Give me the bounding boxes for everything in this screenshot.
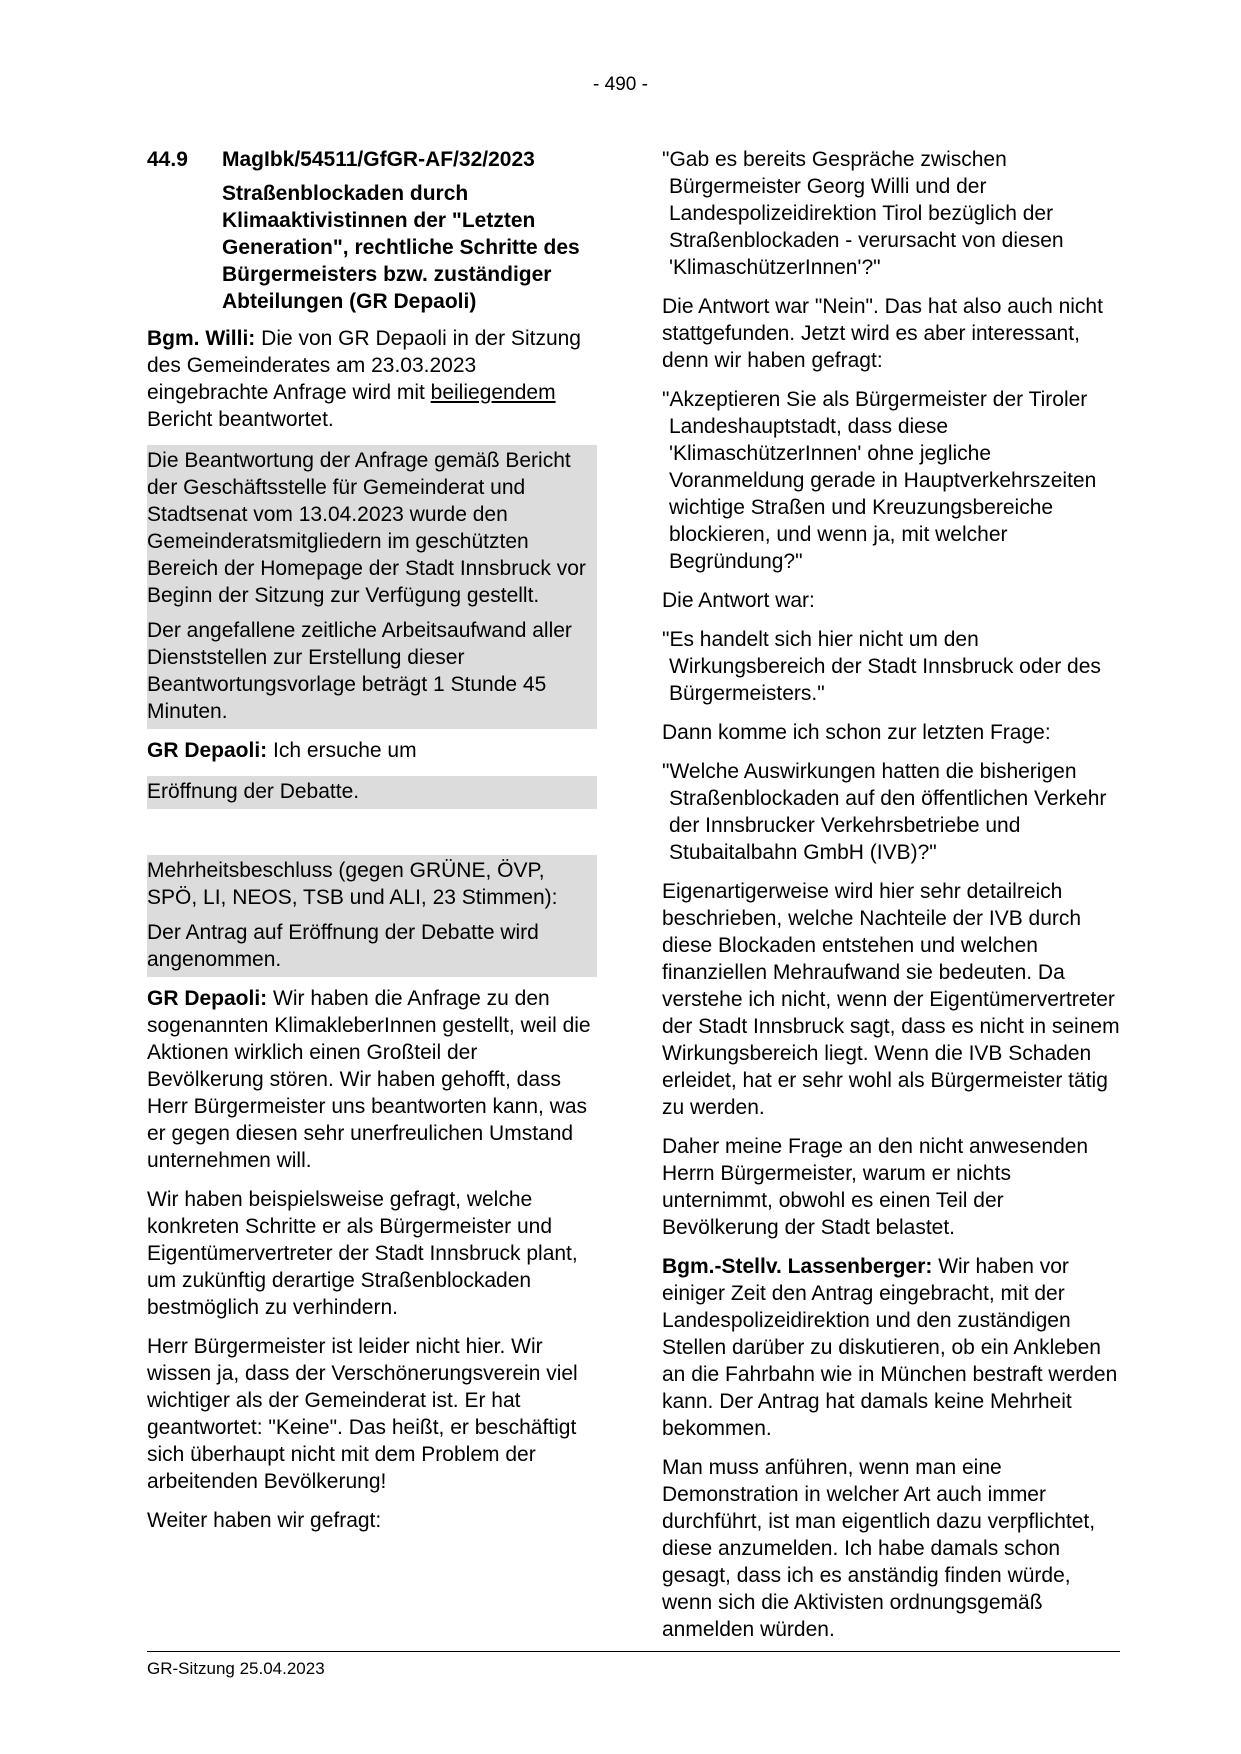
highlighted-resolution	[147, 855, 597, 977]
paragraph-text: Bericht beantwortet.	[147, 408, 334, 431]
quote-answer: "Es handelt sich hier nicht um den Wirkungsbereich der Stadt Innsbruck oder des Bürgermeisters."	[662, 628, 1101, 705]
speaker-name: GR Depaoli:	[147, 987, 268, 1010]
paragraph-text: Wir haben die Anfrage zu den sogenannten KlimakleberInnen gestellt, weil die Aktionen wirklich einen Großteil der Bevölkerung stören. Wir haben gehofft, dass Herr Bürgermeister uns beantworten kann, was er gegen diesen sehr unerfreulichen Umstand unternehmen will.	[147, 987, 591, 1172]
speaker-name: GR Depaoli:	[147, 739, 268, 762]
paragraph: Herr Bürgermeister ist leider nicht hier. Wir wissen ja, dass der Verschönerungsverein viel wichtiger als der Gemeinderat ist. Er hat geantwortet: "Keine". Das heißt, er beschäftigt sich überhaupt nicht mit dem Problem der arbeitenden Bevölkerung!	[147, 1335, 578, 1493]
paragraph: Weiter haben wir gefragt:	[147, 1509, 382, 1532]
highlight-text: Eröffnung der Debatte.	[147, 780, 360, 803]
resolution-result: Der Antrag auf Eröffnung der Debatte wird angenommen.	[147, 921, 539, 971]
paragraph: Daher meine Frage an den nicht anwesenden Herrn Bürgermeister, warum er nichts unternimmt, obwohl es einen Teil der Bevölkerung der Stadt belastet.	[662, 1135, 1089, 1239]
paragraph-lassenberger	[662, 1253, 1122, 1442]
speaker-name: Bgm.-Stellv. Lassenberger:	[662, 1255, 933, 1278]
paragraph-text: Wir haben vor einiger Zeit den Antrag eingebracht, mit der Landespolizeidirektion und den zuständigen Stellen darüber zu diskutieren, ob ein Ankleben an die Fahrbahn wie in München bestraft werden kann. Der Antrag hat damals keine Mehrheit bekommen.	[662, 1255, 1118, 1440]
agenda-item-heading	[147, 146, 597, 173]
speaker-name: Bgm. Willi:	[147, 327, 256, 350]
paragraph-depaoli-speech	[147, 985, 597, 1174]
resolution-vote: Mehrheitsbeschluss (gegen GRÜNE, ÖVP, SPÖ, LI, NEOS, TSB und ALI, 23 Stimmen):	[147, 859, 558, 909]
paragraph: Man muss anführen, wenn man eine Demonstration in welcher Art auch immer durchführt, ist man eigentlich dazu verpflichtet, diese anzumelden. Ich habe damals schon gesagt, dass ich es anständig finden würde, wenn sich die Aktivisten ordnungsgemäß anmelden würden.	[662, 1456, 1096, 1641]
paragraph: Die Antwort war "Nein". Das hat also auch nicht stattgefunden. Jetzt wird es aber interessant, denn wir haben gefragt:	[662, 295, 1103, 372]
highlighted-block	[147, 445, 597, 729]
paragraph: Eigenartigerweise wird hier sehr detailreich beschrieben, welche Nachteile der IVB durch diese Blockaden entstehen und welchen finanziellen Mehraufwand sie bedeuten. Da verstehe ich nicht, wenn der Eigentümervertreter der Stadt Innsbruck sagt, dass es nicht in seinem Wirkungsbereich liegt. Wenn die IVB Schaden erleidet, hat er sehr wohl als Bürgermeister tätig zu werden.	[662, 880, 1120, 1119]
paragraph: Wir haben beispielsweise gefragt, welche konkreten Schritte er als Bürgermeister und Eigentümervertreter der Stadt Innsbruck plant, um zukünftig derartige Straßenblockaden bestmöglich zu verhindern.	[147, 1188, 578, 1319]
left-column	[147, 146, 597, 1546]
highlight-answer-note: Die Beantwortung der Anfrage gemäß Bericht der Geschäftsstelle für Gemeinderat und Stadtsenat vom 13.04.2023 wurde den Gemeinderatsmitgliedern im geschützten Bereich der Homepage der Stadt Innsbruck vor Beginn der Sitzung zur Verfügung gestellt.	[147, 449, 586, 607]
footer-divider	[147, 1651, 1120, 1652]
quote-question-3: "Welche Auswirkungen hatten die bisherigen Straßenblockaden auf den öffentlichen Verkehr der Innsbrucker Verkehrsbetriebe und Stubaitalbahn GmbH (IVB)?"	[662, 760, 1107, 864]
paragraph-depaoli-request	[147, 737, 597, 764]
right-column	[662, 146, 1122, 1655]
page-number: - 490 -	[593, 74, 648, 95]
paragraph-willi	[147, 325, 597, 433]
attachment-link[interactable]: beiliegendem	[430, 381, 556, 404]
item-code: MagIbk/54511/GfGR-AF/32/2023	[222, 148, 535, 171]
highlight-workload-note: Der angefallene zeitliche Arbeitsaufwand aller Dienststellen zur Erstellung dieser Beantwortungsvorlage beträgt 1 Stunde 45 Minuten.	[147, 619, 572, 723]
footer-session-date: GR-Sitzung 25.04.2023	[147, 1659, 325, 1678]
item-subject: Straßenblockaden durch Klimaaktivistinnen der "Letzten Generation", rechtliche Schritte des Bürgermeisters bzw. zuständiger Abteilungen (GR Depaoli)	[222, 182, 580, 313]
paragraph-text: Die von GR Depaoli in der Sitzung des Gemeinderates am 23.03.2023 eingebrachte Anfrage wird mit	[147, 327, 581, 404]
quote-question-2: "Akzeptieren Sie als Bürgermeister der Tiroler Landeshauptstadt, dass diese 'KlimaschützerInnen' ohne jegliche Voranmeldung gerade in Hauptverkehrszeiten wichtige Straßen und Kreuzungsbereiche blockieren, und wenn ja, mit welcher Begründung?"	[662, 388, 1097, 573]
item-number: 44.9	[147, 148, 188, 171]
highlight-debate-opening	[147, 776, 597, 809]
paragraph-text: Ich ersuche um	[267, 739, 417, 762]
paragraph: Die Antwort war:	[662, 589, 815, 612]
quote-question-1: "Gab es bereits Gespräche zwischen Bürgermeister Georg Willi und der Landespolizeidirektion Tirol bezüglich der Straßenblockaden - verursacht von diesen 'KlimaschützerInnen'?"	[662, 148, 1064, 279]
paragraph: Dann komme ich schon zur letzten Frage:	[662, 721, 1051, 744]
